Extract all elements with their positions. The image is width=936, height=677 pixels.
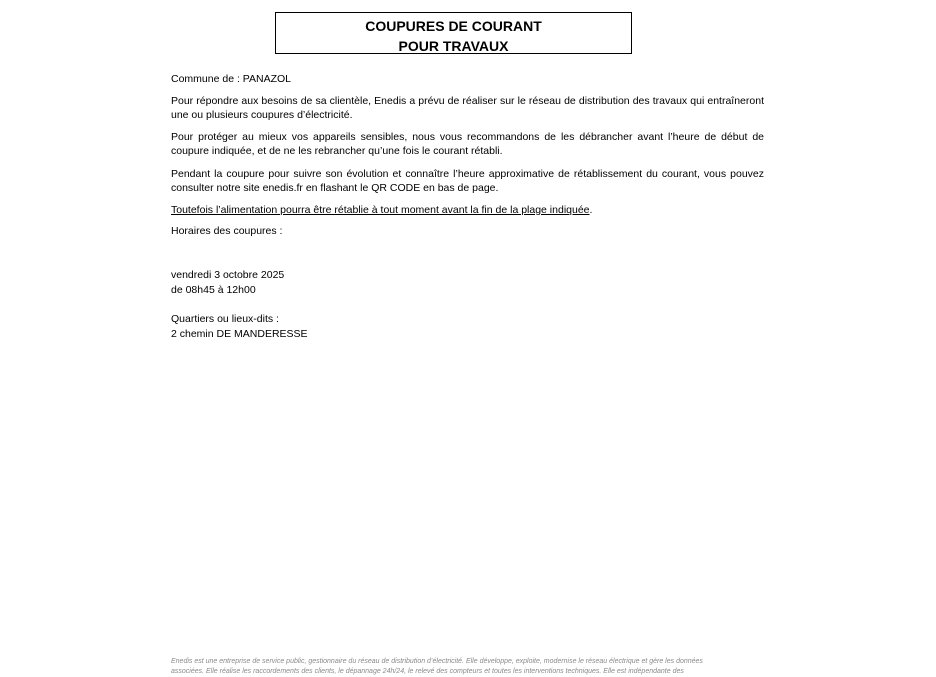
notice-restoration xyxy=(171,203,764,217)
paragraph-follow-up: Pendant la coupure pour suivre son évolution et connaître l’heure approximative de rétablissement du courant, vous pouvez consulter notre site enedis.fr en flashant le QR CODE en bas de page. xyxy=(171,168,764,194)
quartiers-label: Quartiers ou lieux-dits : xyxy=(171,313,279,325)
outage-time-range: de 08h45 à 12h00 xyxy=(171,284,256,296)
page-title-line-2: POUR TRAVAUX xyxy=(398,38,509,54)
outage-date: vendredi 3 octobre 2025 xyxy=(171,269,285,281)
paragraph-needs: Pour répondre aux besoins de sa clientèle, Enedis a prévu de réaliser sur le réseau de distribution des travaux qui entraîneront une ou plusieurs coupures d’électricité. xyxy=(171,95,764,121)
page-title-box xyxy=(275,12,632,54)
notice-restoration-underlined: Toutefois l’alimentation pourra être rétablie à tout moment avant la fin de la plage indiquée xyxy=(171,204,590,216)
paragraph-protection: Pour protéger au mieux vos appareils sensibles, nous vous recommandons de les débrancher avant l’heure de début de coupure indiquée, et de ne les rebrancher qu’une fois le courant rétabli. xyxy=(171,131,764,157)
footer-line-1: Enedis est une entreprise de service public, gestionnaire du réseau de distribution d’électricité. Elle développe, exploite, modernise le réseau électrique et gère les données xyxy=(171,658,703,665)
outage-address: 2 chemin DE MANDERESSE xyxy=(171,328,308,340)
page-title-line-1: COUPURES DE COURANT xyxy=(365,18,542,34)
commune-label: Commune de : PANAZOL xyxy=(171,73,292,85)
horaires-label: Horaires des coupures : xyxy=(171,225,283,237)
footer-disclaimer xyxy=(171,657,764,677)
notice-restoration-end: . xyxy=(589,204,593,216)
footer-line-2: associées. Elle réalise les raccordements des clients, le dépannage 24h/24, le relevé des compteurs et toutes les interventions techniques. Elle est indépendante des xyxy=(171,668,684,675)
